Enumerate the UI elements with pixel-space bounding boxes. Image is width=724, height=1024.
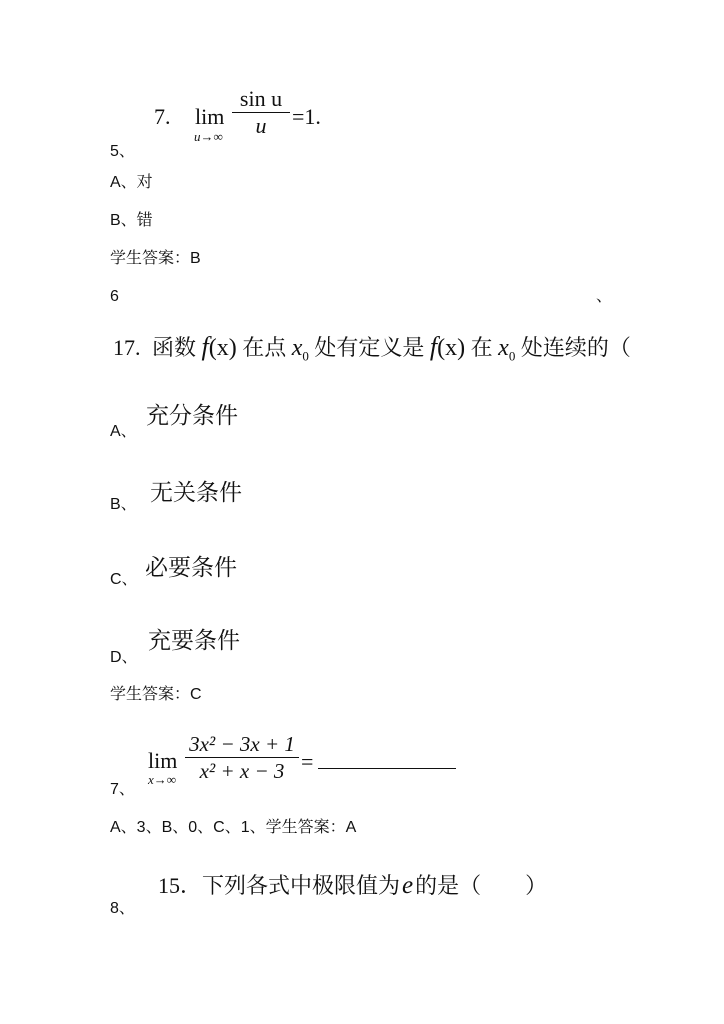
q6-option-b-image: 无关条件 — [150, 479, 242, 505]
q6-option-c-image: 必要条件 — [145, 554, 237, 580]
q6-index-comma: 、 — [596, 288, 613, 305]
q6-sub0b: 0 — [508, 348, 516, 364]
q6-index: 6 — [110, 288, 119, 305]
q8-question-line — [158, 872, 547, 900]
q6-x1: (x) — [208, 335, 237, 361]
q5-option-a: A、对 — [110, 174, 153, 191]
q5-numerator: sin u — [239, 86, 283, 111]
q7-denominator: x² + x − 3 — [199, 759, 285, 783]
q7-numerator: 3x² − 3x + 1 — [189, 732, 295, 756]
q8-tail: 的是（ ） — [415, 873, 548, 898]
q6-text-d: 在 — [470, 335, 493, 360]
q5-image-number: 7. — [154, 104, 171, 129]
q6-option-d: D、 — [110, 649, 138, 666]
q7-answer-blank — [318, 768, 456, 769]
q5-option-b: B、错 — [110, 212, 153, 229]
q6-sub0a: 0 — [302, 348, 309, 364]
q6-x2: (x) — [437, 335, 466, 361]
q7-lim: lim — [148, 748, 178, 773]
q6-question-line — [113, 333, 631, 370]
q5-index: 5、 — [110, 143, 135, 160]
q6-f1: f — [201, 332, 209, 361]
q6-text-e: 处连续的（ — [520, 335, 631, 360]
q5-student-answer: 学生答案：B — [110, 250, 201, 267]
q6-option-a: A、 — [110, 423, 137, 440]
q6-x0a: x — [291, 335, 303, 361]
q7-lim-subscript: x→∞ — [148, 772, 177, 787]
q8-e: e — [402, 872, 414, 899]
q5-fraction — [232, 86, 290, 139]
q5-denominator: u — [255, 113, 267, 138]
q6-option-b: B、 — [110, 496, 137, 513]
q6-x0b: x — [498, 335, 509, 361]
q8-index: 8、 — [110, 900, 135, 917]
q6-option-c: C、 — [110, 571, 138, 588]
q6-f2: f — [429, 332, 438, 361]
q8-text: 15．下列各式中极限值为 — [158, 873, 401, 898]
q6-image-number: 17. — [113, 335, 141, 360]
q5-lim-subscript: u→∞ — [194, 129, 223, 144]
q5-lim: lim — [195, 104, 225, 129]
q6-text-a: 函数 — [152, 335, 197, 360]
q6-student-answer: 学生答案：C — [110, 686, 202, 703]
q7-options-and-answer: A、3、B、0、C、1、学生答案：A — [110, 819, 357, 836]
q7-equals: = — [301, 749, 314, 774]
q6-text-b: 在点 — [242, 335, 287, 360]
q7-index: 7、 — [110, 781, 135, 798]
q5-rhs: =1. — [292, 104, 321, 129]
q6-option-a-image: 充分条件 — [146, 402, 238, 428]
q6-option-d-image: 充要条件 — [148, 627, 240, 653]
q7-fraction — [185, 731, 299, 784]
q6-text-c: 处有定义是 — [314, 335, 425, 360]
